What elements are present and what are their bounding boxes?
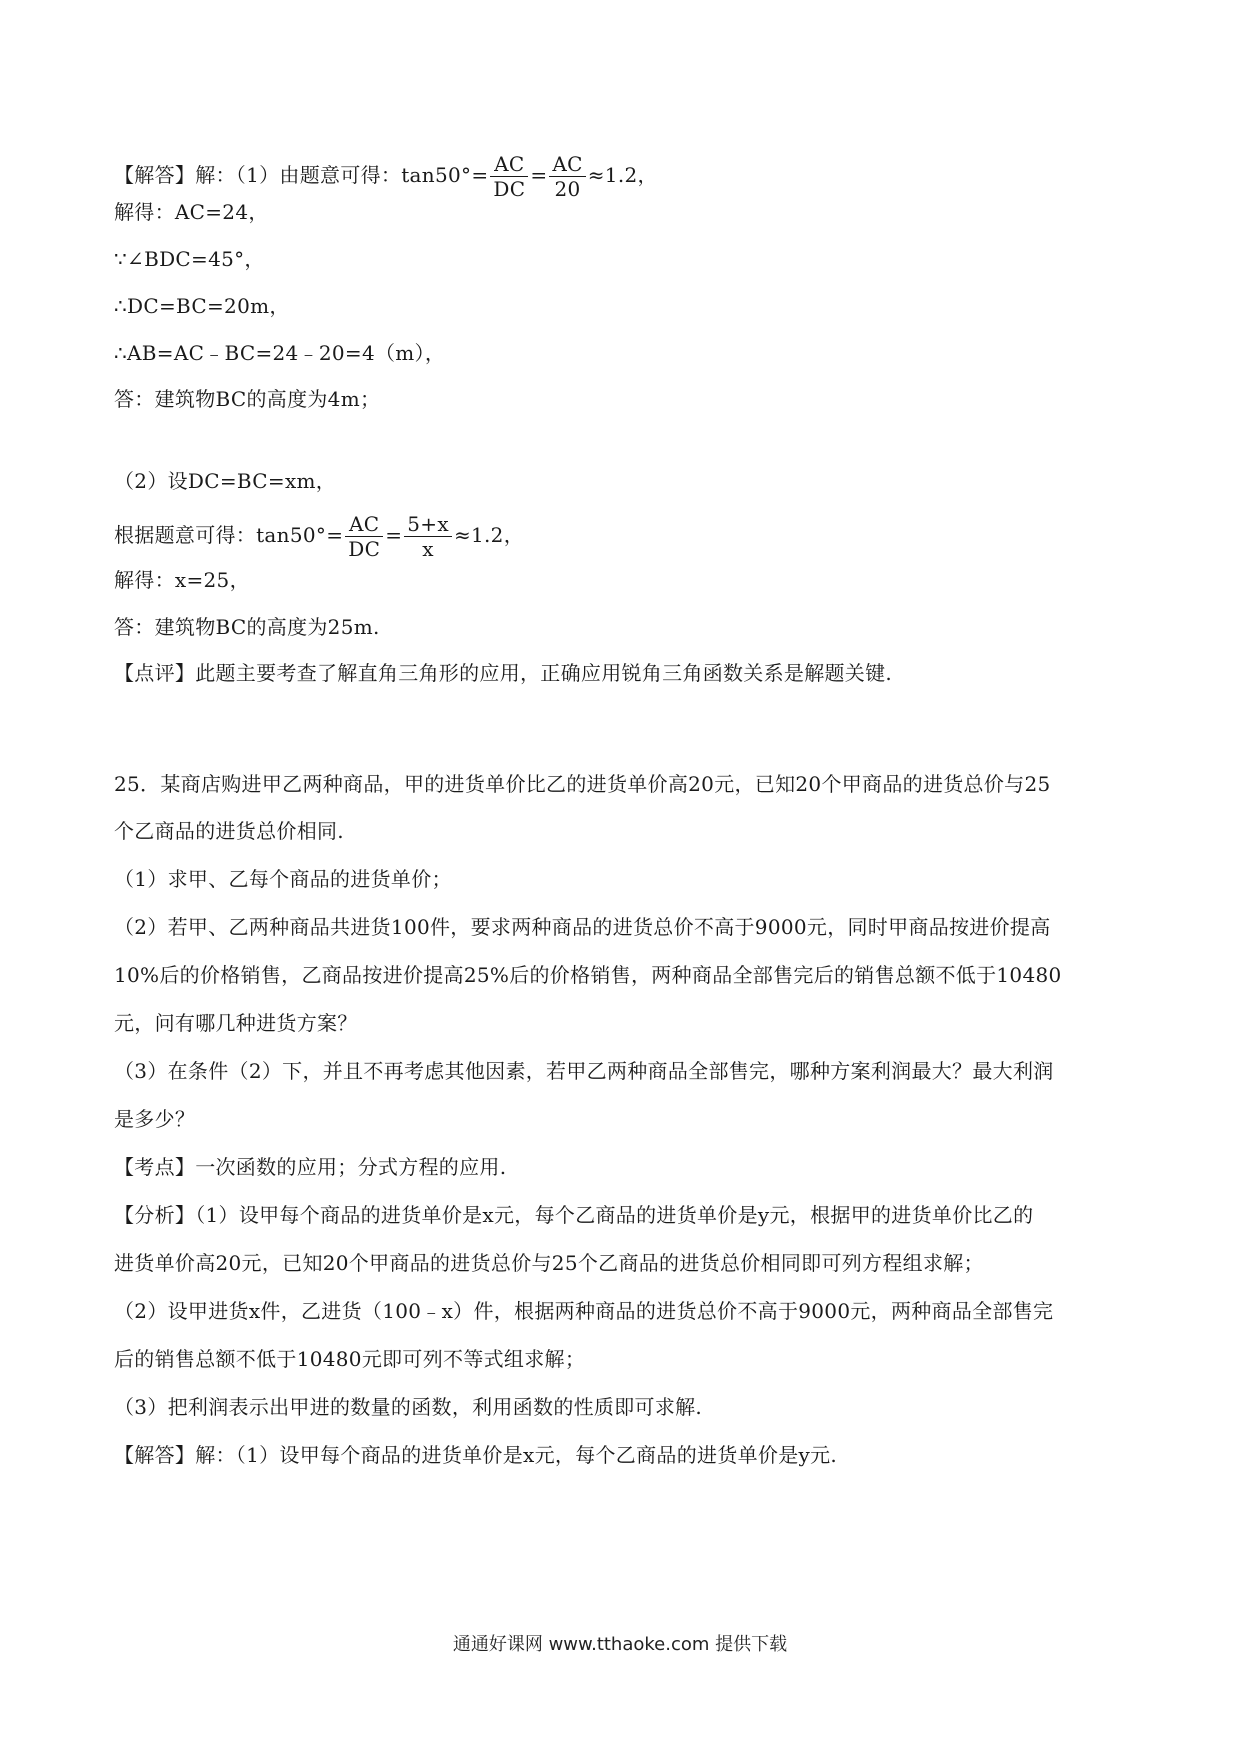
solution2-line1: （2）设DC=BC=xm，	[114, 469, 337, 493]
text-segment: ≈1.2，	[587, 163, 658, 187]
equals-sign: =	[530, 163, 548, 187]
problem25-q2-line1: （2）若甲、乙两种商品共进货100件，要求两种商品的进货总价不高于9000元，同时甲商品按进价提高	[114, 915, 1051, 939]
solution2-line3: 解得：x=25，	[114, 568, 250, 592]
fenxi-line3: （2）设甲进货x件，乙进货（100﹣x）件，根据两种商品的进货总价不高于9000元，两种商品全部售完	[114, 1299, 1054, 1323]
equals-sign: =	[385, 523, 403, 547]
fraction-denominator: DC	[348, 537, 381, 561]
jieda-line1: 【解答】解：（1）设甲每个商品的进货单价是x元，每个乙商品的进货单价是y元.	[114, 1443, 838, 1467]
fenxi-line4: 后的销售总额不低于10480元即可列不等式组求解；	[114, 1347, 586, 1371]
problem25-line1: 25．某商店购进甲乙两种商品，甲的进货单价比乙的进货单价高20元，已知20个甲商品的进货总价与25	[114, 772, 1051, 796]
fraction-numerator: 5+x	[404, 512, 452, 537]
solution1-line4: ∴DC=BC=20m，	[114, 294, 290, 318]
fraction-ac-dc	[345, 512, 383, 561]
solution1-line6: 答：建筑物BC的高度为4m；	[114, 387, 381, 411]
solution1-line2: 解得：AC=24，	[114, 200, 269, 224]
problem25-line2: 个乙商品的进货总价相同.	[114, 819, 344, 843]
comment: 【点评】此题主要考查了解直角三角形的应用，正确应用锐角三角函数关系是解题关键.	[114, 661, 893, 685]
fenxi-line2: 进货单价高20元，已知20个甲商品的进货总价与25个乙商品的进货总价相同即可列方程组求解；	[114, 1251, 984, 1275]
problem25-q2-line3: 元，问有哪几种进货方案？	[114, 1011, 358, 1035]
fenxi-line1: 【分析】（1）设甲每个商品的进货单价是x元，每个乙商品的进货单价是y元，根据甲的进货单价比乙的	[114, 1203, 1034, 1227]
fraction-denominator: x	[422, 537, 434, 561]
problem25-q2-line2: 10%后的价格销售，乙商品按进价提高25%后的价格销售，两种商品全部售完后的销售总额不低于10480	[114, 963, 1062, 987]
fraction-ac-20	[549, 152, 585, 201]
solution1-line3: ∵∠BDC=45°，	[114, 247, 265, 271]
fraction-ac-dc	[490, 152, 528, 201]
fraction-denominator: DC	[493, 177, 526, 201]
problem25-q3-line1: （3）在条件（2）下，并且不再考虑其他因素，若甲乙两种商品全部售完，哪种方案利润最大？最大利润	[114, 1059, 1054, 1083]
solution2-line2	[114, 512, 524, 561]
solution1-line1	[114, 152, 658, 201]
text-segment: ≈1.2，	[453, 523, 525, 547]
fraction-numerator: AC	[490, 152, 528, 177]
fraction-denominator: 20	[554, 177, 581, 201]
fraction-5x-x	[404, 512, 452, 561]
text-segment: 【解答】解：（1）由题意可得：tan50°=	[114, 163, 489, 187]
problem25-q3-line2: 是多少？	[114, 1107, 196, 1131]
footer-credit: 通通好课网 www.tthaoke.com 提供下载	[452, 1634, 788, 1655]
text-segment: 根据题意可得：tan50°=	[114, 523, 344, 547]
kaodian: 【考点】一次函数的应用；分式方程的应用.	[114, 1155, 507, 1179]
fraction-numerator: AC	[345, 512, 383, 537]
fenxi-line5: （3）把利润表示出甲进的数量的函数，利用函数的性质即可求解.	[114, 1395, 703, 1419]
solution2-line4: 答：建筑物BC的高度为25m.	[114, 615, 380, 639]
fraction-numerator: AC	[549, 152, 585, 177]
solution1-line5: ∴AB=AC﹣BC=24﹣20=4（m），	[114, 341, 446, 365]
problem25-q1: （1）求甲、乙每个商品的进货单价；	[114, 867, 452, 891]
